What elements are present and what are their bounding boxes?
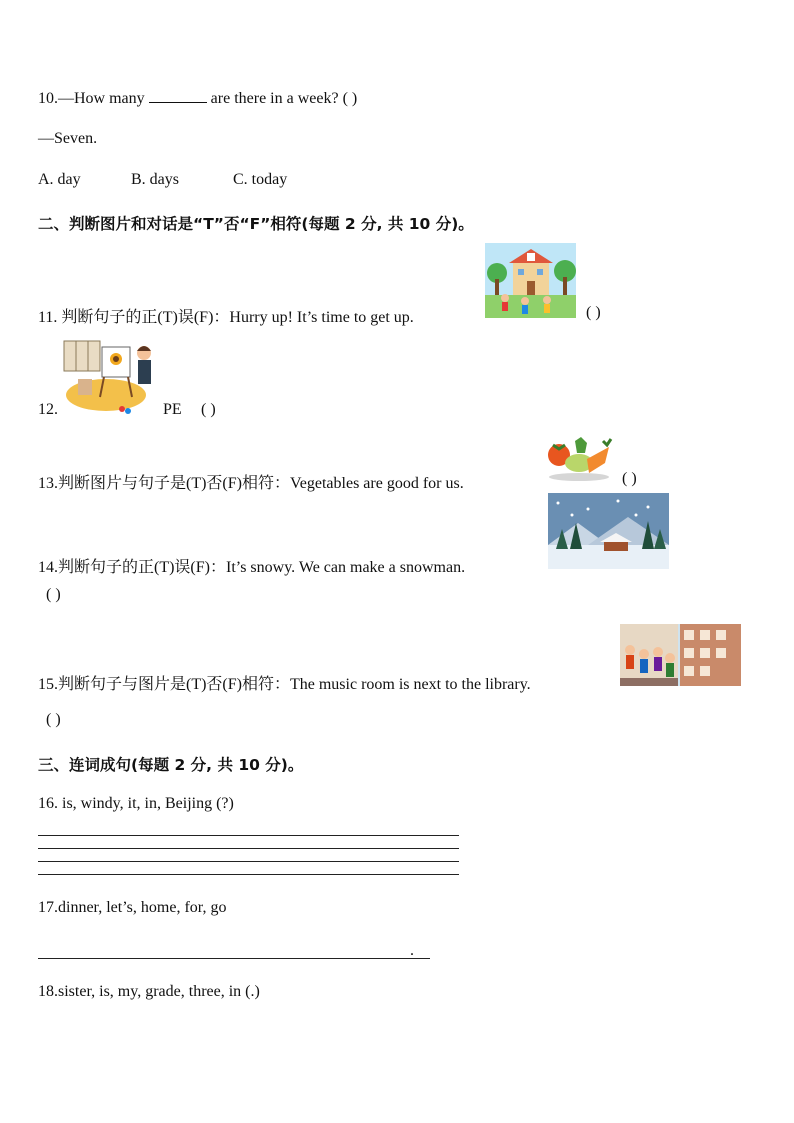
q13-answer-paren[interactable]: ( ) (622, 470, 637, 487)
q12-answer-paren[interactable]: ( ) (201, 401, 216, 418)
q10-answer-line: —Seven. (38, 130, 98, 147)
question-17-text: 17.dinner, let’s, home, for, go (38, 899, 227, 916)
school-scene-image (485, 243, 576, 318)
q10-suffix: are there in a week? ( ) (210, 90, 358, 107)
question-10 (38, 88, 357, 108)
q14-answer-paren[interactable]: ( ) (46, 586, 61, 603)
vegetables-image (545, 433, 613, 483)
q10-blank[interactable] (149, 88, 207, 103)
q16-answer-line-1[interactable] (38, 835, 459, 836)
question-14-text: 14.判断句子的正(T)误(F)：It’s snowy. We can make a snowman. (38, 559, 466, 576)
q17-end-mark: . (410, 942, 414, 959)
q17-answer-line[interactable] (38, 958, 430, 959)
q10-option-a[interactable]: A. day (38, 171, 81, 188)
q16-answer-line-2[interactable] (38, 848, 459, 849)
q10-option-c[interactable]: C. today (233, 171, 288, 188)
question-12-word: PE (163, 401, 182, 418)
snowy-landscape-image (548, 493, 669, 569)
section-3-heading: 三、连词成句(每题 2 分, 共 10 分)。 (38, 756, 304, 774)
question-12-number: 12. (38, 401, 58, 418)
art-class-image (60, 335, 158, 417)
q10-prefix: 10.—How many (38, 90, 145, 107)
question-18-text: 18.sister, is, my, grade, three, in (.) (38, 983, 260, 1000)
question-11-text: 11. 判断句子的正(T)误(F)：Hurry up! It’s time to get up. (38, 309, 414, 326)
question-15-text: 15.判断句子与图片是(T)否(F)相符：The music room is next to the library. (38, 676, 531, 693)
question-16-text: 16. is, windy, it, in, Beijing (?) (38, 795, 234, 812)
q16-answer-line-4[interactable] (38, 874, 459, 875)
question-13-text: 13.判断图片与句子是(T)否(F)相符：Vegetables are good for us. (38, 475, 464, 492)
school-building-image (620, 624, 741, 686)
section-2-heading: 二、判断图片和对话是“T”否“F”相符(每题 2 分, 共 10 分)。 (38, 215, 474, 233)
q10-option-b[interactable]: B. days (131, 171, 179, 188)
q11-answer-paren[interactable]: ( ) (586, 304, 601, 321)
q16-answer-line-3[interactable] (38, 861, 459, 862)
q15-answer-paren[interactable]: ( ) (46, 711, 61, 728)
